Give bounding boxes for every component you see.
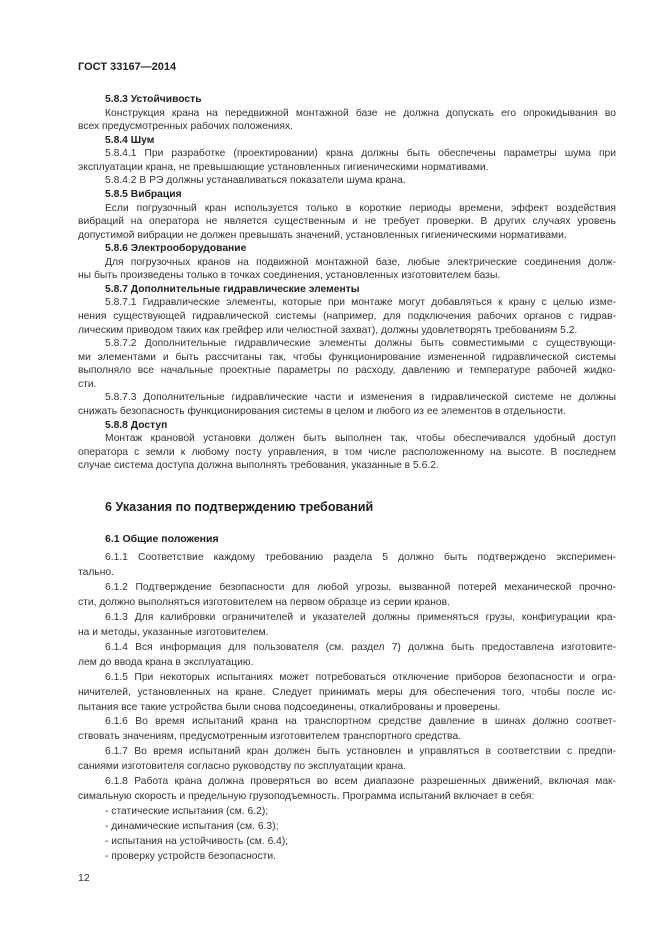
subsection-heading: [78, 283, 616, 297]
paragraph: [78, 147, 616, 174]
section-6-1-body: [78, 551, 616, 865]
text-line: тально.: [78, 566, 114, 578]
subsection-heading: [78, 93, 616, 107]
text-line: 6.1.7 Во время испытаний кран должен быть установлен и управляться в соответствии с предпи-: [105, 746, 616, 758]
text-line: всех предусмотренных рабочих положениях.: [78, 121, 293, 133]
text-line: симальную скорость и предельную грузоподъемность. Программа испытаний включает в себя:: [78, 791, 535, 803]
paragraph: [78, 775, 616, 805]
text-line: эксплуатации крана, не превышающие установленных гигиеническими нормативами.: [78, 161, 489, 173]
text-line: 5.8.4 Шум: [105, 134, 155, 146]
text-line: - проверку устройств безопасности.: [105, 851, 277, 863]
text-line: 5.8.8 Доступ: [105, 419, 168, 431]
list-item: [78, 805, 616, 820]
subsection-heading: [78, 242, 616, 256]
text-line: ничителей, установленных на кране. Следует принимать меры для обеспечения того, чтобы после ис-: [78, 686, 616, 698]
subsection-heading: [78, 188, 616, 202]
text-line: ми элементами и быть рассчитаны так, чтобы функционирование измененной гидравлической системы: [78, 351, 616, 363]
text-line: 6.1.4 Вся информация для пользователя (см. раздел 7) должна быть предоставлена изготовите-: [105, 641, 616, 653]
paragraph: [78, 202, 616, 243]
paragraph: [78, 296, 616, 337]
text-line: 6.1.8 Работа крана должна проверяться во всем диапазоне разрешенных движений, включая мак-: [105, 776, 616, 788]
list-item: [78, 820, 616, 835]
text-line: пытания все такие устройства были снова подсоединены, откалиброваны и проверены.: [78, 701, 501, 713]
text-line: 5.8.7 Дополнительные гидравлические элементы: [105, 283, 360, 295]
document-code-header: ГОСТ 33167—2014: [78, 61, 177, 73]
paragraph: [78, 256, 616, 283]
text-line: Если погрузочный кран используется только в короткие периоды времени, эффект воздействия: [105, 202, 616, 214]
paragraph: [78, 715, 616, 745]
paragraph: [78, 432, 616, 473]
text-line: - статические испытания (см. 6.2);: [105, 806, 269, 818]
text-line: вибраций на оператора не является существенным и не требует проверки. В других случаях уровень: [78, 216, 616, 228]
text-line: 5.8.3 Устойчивость: [105, 94, 202, 105]
text-line: лем до ввода крана в эксплуатацию.: [78, 656, 254, 668]
text-line: - динамические испытания (см. 6.3);: [105, 821, 279, 833]
paragraph: [78, 174, 616, 188]
list-item: [78, 835, 616, 850]
text-line: саниями изготовителя согласно руководству по эксплуатации крана.: [78, 761, 406, 773]
subsection-heading: [78, 419, 616, 433]
paragraph: [78, 671, 616, 716]
text-line: 5.8.7.2 Дополнительные гидравлические элементы должны быть совместимыми с существующи-: [105, 338, 616, 350]
page-number: 12: [78, 872, 90, 884]
text-line: лическим приводом таких как грейфер или челюстной захват), должны удовлетворять требованиям 5.2.: [78, 324, 578, 336]
text-line: 5.8.6 Электрооборудование: [105, 243, 247, 255]
subsection-6-1-title: 6.1 Общие положения: [105, 533, 219, 545]
text-line: Для погрузочных кранов на подвижной монтажной базе, любые электрические соединения долж-: [105, 256, 616, 268]
paragraph: [78, 745, 616, 775]
text-line: ны быть произведены только в точках соединения, установленных изготовителем базы.: [78, 270, 501, 282]
text-line: 5.8.7.1 Гидравлические элементы, которые при монтаже могут добавляться к крану с целью изме-: [105, 297, 616, 309]
subsection-heading: [78, 134, 616, 148]
section-6-title: 6 Указания по подтверждению требований: [105, 500, 374, 514]
text-line: сти.: [78, 378, 97, 390]
text-line: 5.8.7.3 Дополнительные гидравлические части и изменения в гидравлической системе не должны: [105, 392, 616, 404]
text-line: Монтаж крановой установки должен быть выполнен так, чтобы обеспечивался удобный доступ: [105, 433, 616, 445]
text-line: 6.1.6 Во время испытаний крана на транспортном средстве давление в шинах должно соответ-: [105, 716, 616, 728]
paragraph: [78, 641, 616, 671]
list-item: [78, 850, 616, 865]
text-line: 5.8.4.2 В РЭ должны устанавливаться показатели шума крана.: [105, 175, 406, 187]
text-line: 6.1.3 Для калибровки ограничителей и указателей должны применяться грузы, конфигурации кра-: [105, 611, 616, 623]
paragraph: [78, 551, 616, 581]
paragraph: [78, 391, 616, 418]
text-line: выполняло все начальные проектные параметры по расходу, давлению и температуре рабочей жидко-: [78, 365, 616, 377]
paragraph: [78, 107, 616, 134]
paragraph: [78, 611, 616, 641]
text-line: 5.8.5 Вибрация: [105, 188, 182, 200]
text-line: допустимой вибрации не должен превышать значений, установленных гигиеническими нормативами.: [78, 229, 567, 241]
text-line: сти, должно выполняться изготовителем на первом образце из серии кранов.: [78, 596, 450, 608]
section-5-8-body: [78, 93, 616, 473]
text-line: 6.1.5 При некоторых испытаниях может потребоваться отключение приборов безопасности и огра-: [105, 671, 616, 683]
text-line: случае система доступа должна выполнять требования, указанные в 5.6.2.: [78, 460, 439, 472]
text-line: - испытания на устойчивость (см. 6.4);: [105, 836, 289, 848]
paragraph: [78, 337, 616, 391]
text-line: 6.1.2 Подтверждение безопасности для любой угрозы, вызванной потерей механической прочно-: [105, 581, 616, 593]
text-line: ствовать значениям, предусмотренным изготовителем транспортного средства.: [78, 731, 461, 743]
text-line: Конструкция крана на передвижной монтажной базе не должна допускать его опрокидывания во: [105, 107, 616, 119]
text-line: 5.8.4.1 При разработке (проектировании) крана должны быть обеспечены параметры шума при: [105, 148, 616, 160]
text-line: нения существующей гидравлической системы (например, для подключения рабочих органов с гидрав-: [78, 311, 616, 322]
text-line: оператора с земли к любому посту управления, в том числе расположенному на высоте. В последнем: [78, 446, 616, 458]
paragraph: [78, 581, 616, 611]
text-line: снижать безопасность функционирования системы в целом и любого из ее элементов в отдельности.: [78, 405, 566, 417]
text-line: 6.1.1 Соответствие каждому требованию раздела 5 должно быть подтверждено эксперимен-: [105, 552, 616, 563]
text-line: на и методы, указанные изготовителем.: [78, 626, 269, 638]
